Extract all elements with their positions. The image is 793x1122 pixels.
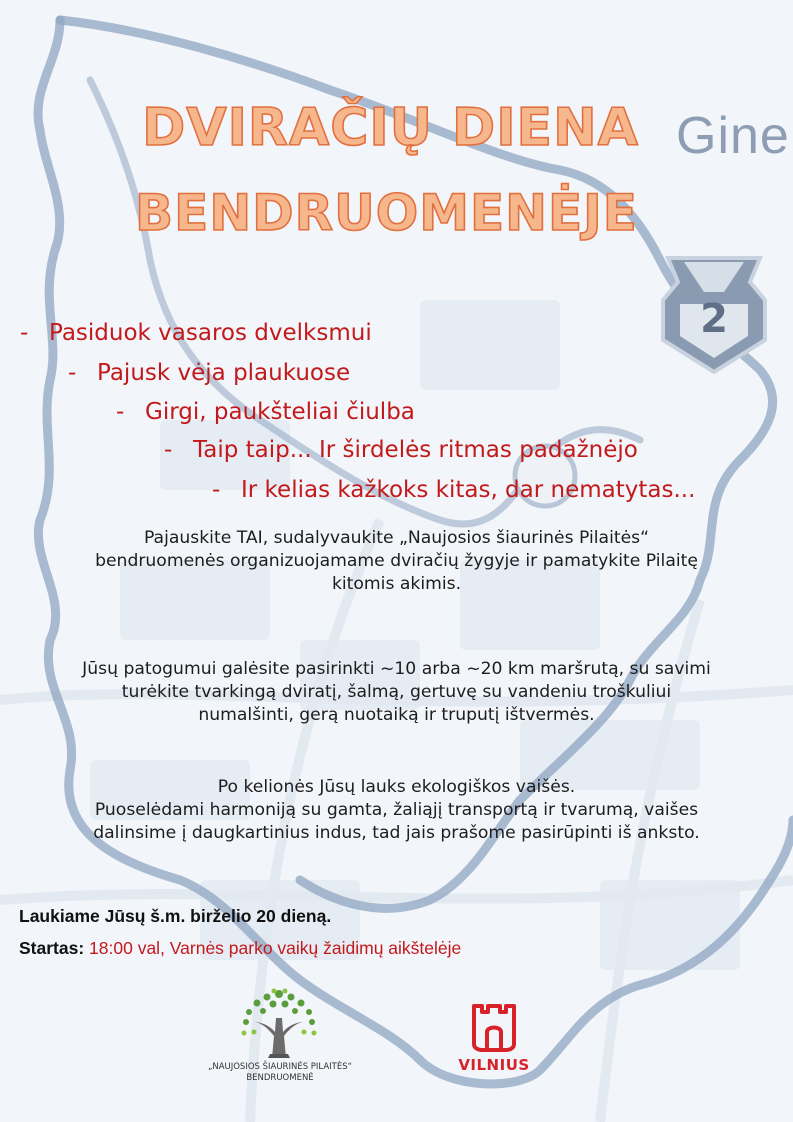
- invite-line: kitomis akimis.: [331, 574, 462, 594]
- start-label: Startas:: [19, 938, 85, 958]
- vilnius-wordmark: VILNIUS: [458, 1056, 530, 1074]
- bullet-dash: -: [164, 437, 173, 463]
- bullet-text: Ir kelias kažkoks kitas, dar nematytas...: [241, 477, 696, 503]
- bullet-item: [20, 320, 372, 346]
- route-line-text: turėkite tvarkingą dviratį, šalmą, gertuvę su vandeniu troškuliui: [121, 682, 672, 702]
- bullet-text: Taip taip... Ir širdelės ritmas padažnėjo: [193, 437, 638, 463]
- bullet-item: [212, 477, 695, 503]
- invite-paragraph: [0, 527, 793, 596]
- community-caption-line-2: BENDRUOMENĖ: [246, 1073, 314, 1083]
- event-start: [19, 938, 461, 959]
- invite-line: Pajauskite TAI, sudalyvaukite „Naujosios šiaurinės Pilaitės“: [143, 528, 650, 548]
- snacks-line: Puoselėdami harmoniją su gamta, žaliąjį transportą ir tvarumą, vaišes: [94, 800, 699, 820]
- vilnius-tower-logo: [470, 1002, 518, 1052]
- bullet-text: Pajusk vėja plaukuose: [97, 360, 351, 386]
- bullet-dash: -: [20, 320, 29, 346]
- start-value: 18:00 val, Varnės parko vaikų žaidimų aikštelėje: [84, 938, 462, 958]
- bullet-dash: -: [68, 360, 77, 386]
- route-paragraph: [0, 658, 793, 727]
- community-caption-line-1: „NAUJOSIOS ŠIAURINĖS PILAITĖS“: [207, 1062, 353, 1072]
- bullet-text: Pasiduok vasaros dvelksmui: [49, 320, 372, 346]
- bullet-dash: -: [212, 477, 221, 503]
- route-badge-number: 2: [700, 296, 728, 342]
- event-date-text: Laukiame Jūsų š.m. birželio 20 dieną.: [19, 906, 332, 926]
- snacks-paragraph: [0, 776, 793, 845]
- community-logo-caption: [180, 1062, 380, 1084]
- event-date: [19, 906, 331, 927]
- route-line-text: Jūsų patogumui galėsite pasirinkti ~10 arba ~20 km maršrutą, su savimi: [82, 659, 711, 679]
- invite-line: bendruomenės organizuojamame dviračių žygyje ir pamatykite Pilaitę: [95, 551, 698, 571]
- route-line-text: numalšinti, gerą nuotaiką ir truputį ištvermės.: [198, 705, 595, 725]
- poster-title-line-2: BENDRUOMENĖJE: [135, 184, 638, 242]
- bullet-item: [116, 399, 415, 425]
- poster-title-line-1: DVIRAČIŲ DIENA: [142, 98, 639, 158]
- snacks-line: dalinsime į daugkartinius indus, tad jais prašome pasirūpinti iš anksto.: [93, 823, 700, 843]
- bullet-dash: -: [116, 399, 125, 425]
- map-place-label: Gine: [676, 107, 790, 165]
- bullet-item: [68, 360, 350, 386]
- bullet-text: Girgi, paukšteliai čiulba: [145, 399, 415, 425]
- bullet-item: [164, 437, 638, 463]
- snacks-line: Po kelionės Jūsų lauks ekologiškos vaišės.: [217, 777, 576, 797]
- community-tree-logo: [238, 988, 320, 1060]
